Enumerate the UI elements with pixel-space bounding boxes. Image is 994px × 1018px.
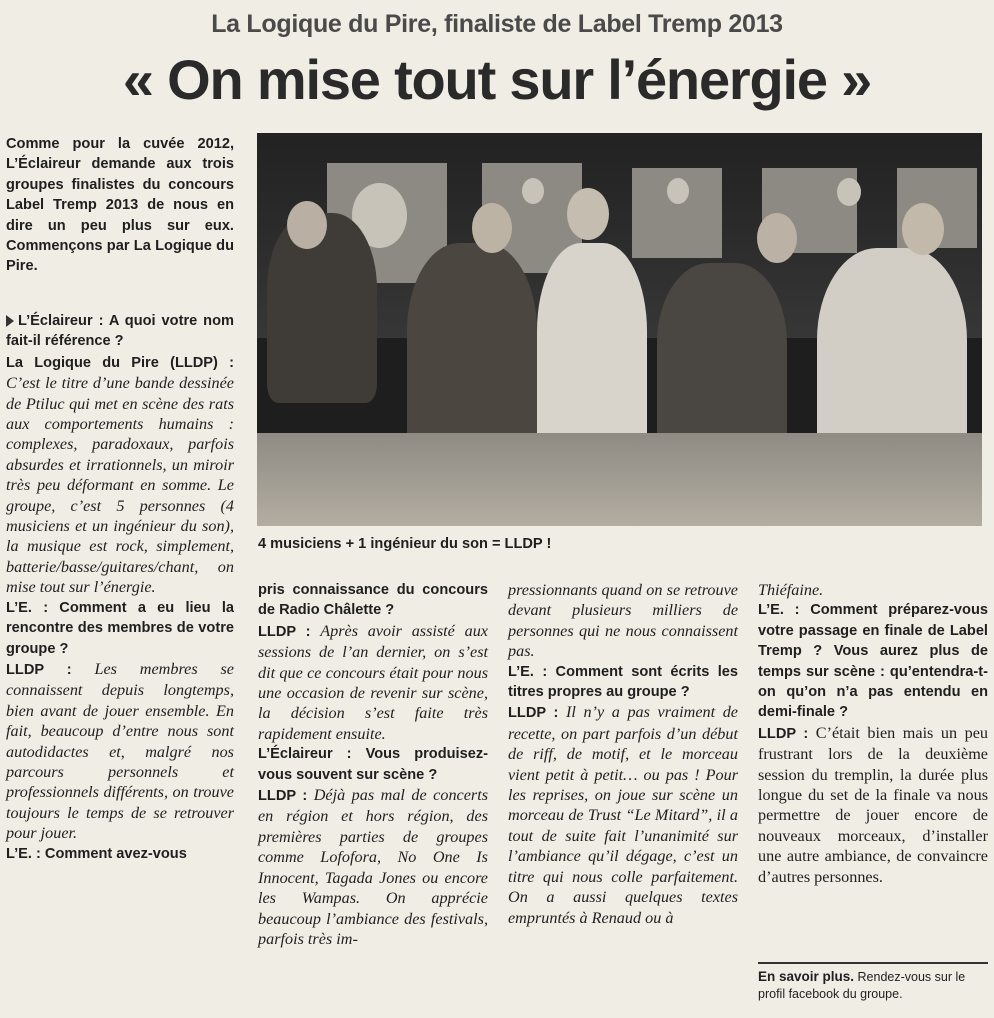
answer: Les membres se connaissent depuis longtemps, bien avant de jouer ensemble. En fait, beaucoup d’entre nous sont autodidactes et, malgré nos parcours personnels et professionnels différents, on trouve toujours le temps de se retrouver pour jouer. [6,659,234,843]
info-box-title: En savoir plus. [758,969,855,984]
speaker: La Logique du Pire (LLDP) : [6,354,234,371]
question: L’Éclaireur : A quoi votre nom fait-il référence ? [6,313,234,350]
answer: Il n’y a pas vraiment de recette, on part parfois d’un début de riff, de motif, et le morceau vient petit à petit… ou pas ! Pour les reprises, on joue sur scène un morceau de Trust “Le Mitard”, il a tout de suite fait l’unanimité sur l’ambiance qu’il dégage, c’est un titre qui nous colle parfaitement. On a aussi quelques textes empruntés à Renaud ou à [508,703,738,927]
lead-paragraph: Comme pour la cuvée 2012, L’Éclaireur demande aux trois groupes finalistes du concours Label Tremp 2013 de nous en dire un peu plus sur eux. Commençons par La Logique du Pire. [6,136,234,275]
question: pris connaissance du concours de Radio Châlette ? [258,582,488,619]
photo-caption: 4 musiciens + 1 ingénieur du son = LLDP ! [258,536,552,552]
kicker: La Logique du Pire, finaliste de Label Tremp 2013 [211,10,783,38]
speaker: LLDP : [508,705,559,722]
question: L’E. : Comment sont écrits les titres propres au groupe ? [508,663,738,701]
question: L’E. : Comment préparez-vous votre passage en finale de Label Tremp ? Vous aurez plus de temps sur scène : qu’entendra-t-on qu’on n’a pas entendu en demi-finale ? [758,602,988,721]
question: L’E. : Comment a eu lieu la rencontre des membres de votre groupe ? [6,599,234,657]
column-1 [6,311,234,864]
info-box [758,962,988,1003]
headline: « On mise tout sur l’énergie » [122,48,872,111]
question: L’E. : Comment avez-vous [6,845,187,862]
answer: Déjà pas mal de concerts en région et hors région, des premières parties de groupes comme Lofofora, No One Is Innocent, Tagada Jones ou encore les Wampas. On apprécie beaucoup l’ambiance des festivals, parfois très im- [258,786,489,948]
band-photo [257,133,982,526]
answer: pressionnants quand on se retrouve devant plusieurs milliers de personnes qui ne nous connaissent pas. [508,581,738,661]
speaker: LLDP : [6,661,72,678]
speaker: LLDP : [258,623,311,640]
answer: C’était bien mais un peu frustrant lors de la deuxième session du tremplin, la durée plus longue du set de la finale va nous permettre de jouer encore de nouveaux morceaux, d’installer une autre ambiance, de convaincre d’autres personnes. [758,723,988,886]
question: L’Éclaireur : Vous produisez-vous souvent sur scène ? [258,746,488,783]
column-4 [758,580,988,887]
answer: Thiéfaine. [758,581,824,599]
arrow-marker-icon [6,315,14,327]
answer: Après avoir assisté aux sessions de l’an dernier, on s’est dit que ce concours était pour nous une occasion de revenir sur scène, la décision s’est faite très rapidement ensuite. [258,621,488,743]
column-2 [258,580,488,949]
speaker: LLDP : [758,725,809,742]
speaker: LLDP : [258,788,308,805]
column-3 [508,580,738,928]
answer: C’est le titre d’une bande dessinée de Ptiluc qui met en scène des rats aux comportements humains : complexes, paradoxaux, parfois absurdes et irrationnels, un miroir très peu déformant en somme. Le groupe, c’est 5 personnes (4 musiciens et un ingénieur du son), la musique est rock, simplement, batterie/basse/guitares/chant, on mise tout sur l’énergie. [6,374,234,597]
info-box-text: Rendez-vous sur le profil facebook du groupe. [758,970,966,1001]
